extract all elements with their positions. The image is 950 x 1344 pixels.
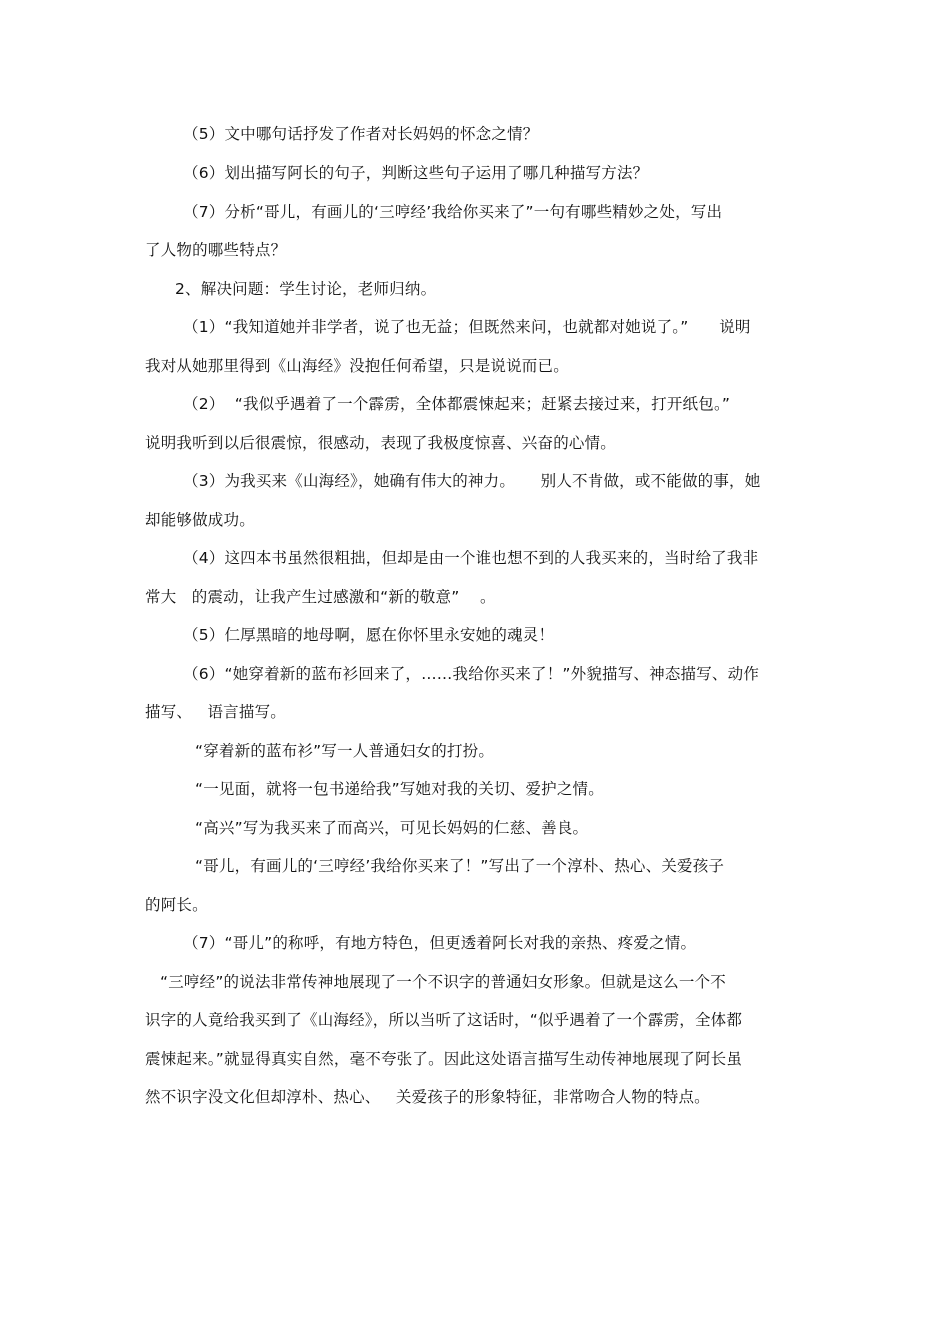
answer-7-line-4: 震悚起来。”就显得真实自然，毫不夸张了。因此这处语言描写生动传神地展现了阿长虽 xyxy=(145,1050,743,1068)
answer-5: （5）仁厚黑暗的地母啊，愿在你怀里永安她的魂灵！ xyxy=(183,626,555,644)
answer-2-line-2: 说明我听到以后很震惊，很感动，表现了我极度惊喜、兴奋的心情。 xyxy=(145,434,617,452)
answer-7-line-2: “三哼经”的说法非常传神地展现了一个不识字的普通妇女形象。但就是这么一个不 xyxy=(160,973,726,991)
answer-7-line-3: 识字的人竟给我买到了《山海经》，所以当听了这话时，“似乎遇着了一个霹雳，全体都 xyxy=(145,1011,743,1029)
question-5: （5）文中哪句话抒发了作者对长妈妈的怀念之情？ xyxy=(183,125,539,143)
section-2-heading: 2、解决问题：学生讨论，老师归纳。 xyxy=(175,280,437,298)
question-6: （6）划出描写阿长的句子，判断这些句子运用了哪几种描写方法？ xyxy=(183,164,649,182)
answer-2-line-1: （2） “我似乎遇着了一个霹雳，全体都震悚起来；赶紧去接过来，打开纸包。” xyxy=(183,395,731,413)
analysis-outfit: “穿着新的蓝布衫”写一人普通妇女的打扮。 xyxy=(195,742,495,760)
analysis-gift: “一见面，就将一包书递给我”写她对我的关切、爱护之情。 xyxy=(195,780,604,798)
answer-4-line-1: （4）这四本书虽然很粗拙，但却是由一个谁也想不到的人我买来的，当时给了我非 xyxy=(183,549,759,567)
question-7-line-1: （7）分析“哥儿，有画儿的‘三哼经’我给你买来了”一句有哪些精妙之处，写出 xyxy=(183,203,723,221)
answer-6-line-1: （6）“她穿着新的蓝布衫回来了，……我给你买来了！”外貌描写、神态描写、动作 xyxy=(183,665,760,683)
analysis-speech-line-2: 的阿长。 xyxy=(145,896,208,914)
question-7-line-2: 了人物的哪些特点？ xyxy=(145,241,287,259)
answer-3-line-2: 却能够做成功。 xyxy=(145,511,255,529)
analysis-happy: “高兴”写为我买来了而高兴，可见长妈妈的仁慈、善良。 xyxy=(195,819,589,837)
answer-4-line-2: 常大 的震动，让我产生过感激和“新的敬意” 。 xyxy=(145,588,496,606)
answer-7-line-5: 然不识字没文化但却淳朴、热心、 关爱孩子的形象特征，非常吻合人物的特点。 xyxy=(145,1088,710,1106)
answer-1-line-1: （1）“我知道她并非学者，说了也无益；但既然来问，也就都对她说了。” 说明 xyxy=(183,318,751,336)
analysis-speech-line-1: “哥儿，有画儿的‘三哼经’我给你买来了！”写出了一个淳朴、热心、关爱孩子 xyxy=(195,857,725,875)
answer-1-line-2: 我对从她那里得到《山海经》没抱任何希望，只是说说而已。 xyxy=(145,357,569,375)
answer-6-line-2: 描写、 语言描写。 xyxy=(145,703,286,721)
answer-7-line-1: （7）“哥儿”的称呼，有地方特色，但更透着阿长对我的亲热、疼爱之情。 xyxy=(183,934,697,952)
answer-3-line-1: （3）为我买来《山海经》，她确有伟大的神力。 别人不肯做，或不能做的事，她 xyxy=(183,472,761,490)
